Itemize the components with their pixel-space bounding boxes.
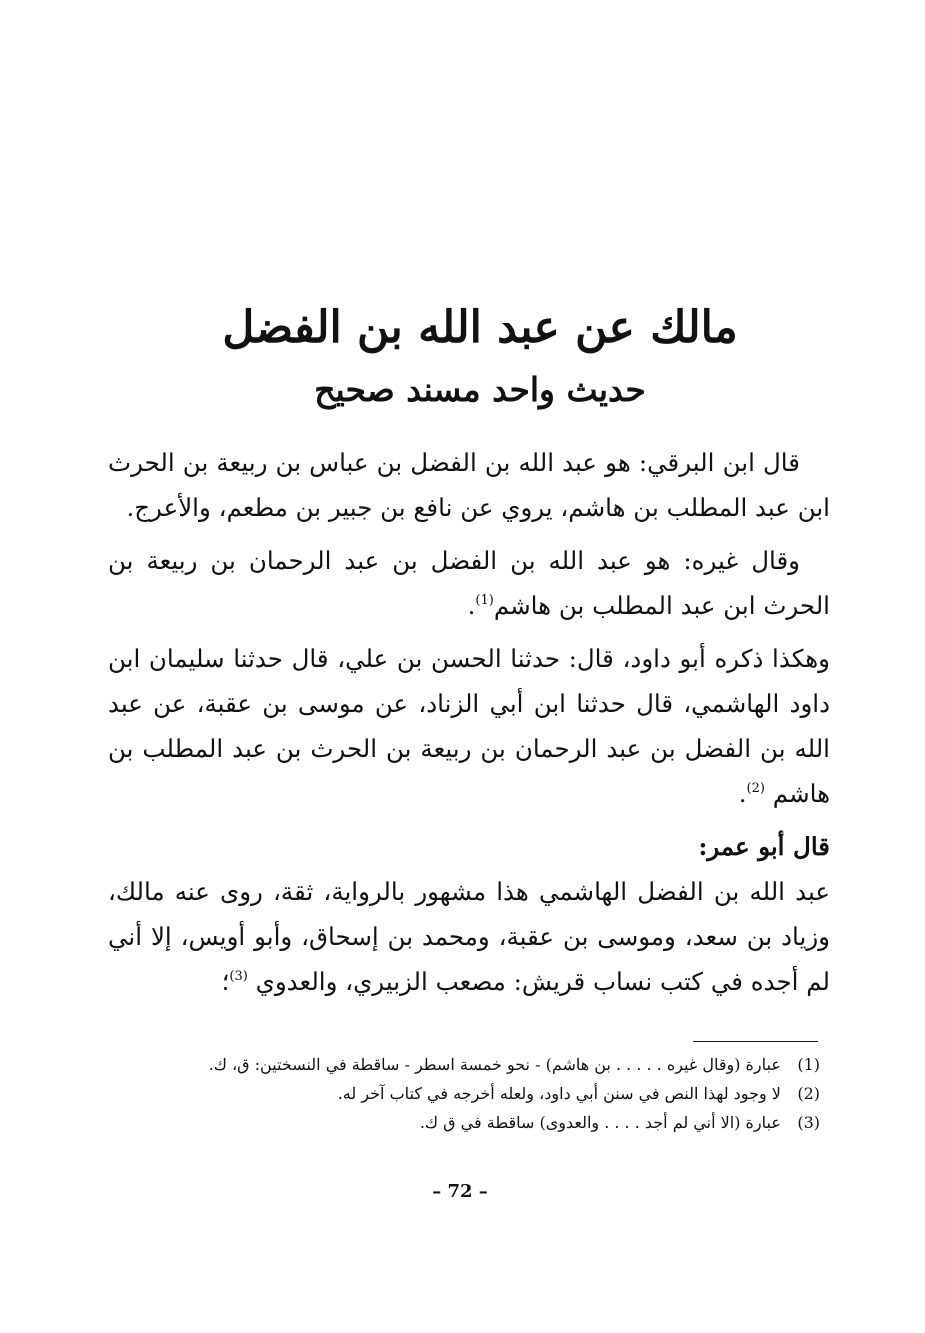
paragraph xyxy=(108,869,830,1004)
paragraph-text: قال ابن البرقي: هو عبد الله بن الفضل بن عباس بن ربيعة بن الحرث ابن عبد المطلب بن هاشم، يروي عن نافع بن جبير بن مطعم، والأعرج. xyxy=(108,448,830,522)
footnote-number: (2) xyxy=(797,1084,820,1103)
footnote-text: عبارة (الا أني لم أجد . . . . والعدوى) ساقطة في ق ك. xyxy=(419,1113,781,1132)
page-number: – 72 – xyxy=(432,1181,488,1202)
paragraph-text: وقال غيره: هو عبد الله بن الفضل بن عبد الرحمان بن ربيعة بن الحرث ابن عبد المطلب بن هاشم xyxy=(108,546,830,620)
paragraph-text: وهكذا ذكره أبو داود، قال: حدثنا الحسن بن علي، قال حدثنا سليمان ابن داود الهاشمي، قال حدثنا ابن أبي الزناد، عن موسى بن عقبة، عن عبد الله بن الفضل بن عبد الرحمان بن ربيعة بن الحرث بن عبد المطلب بن هاشم xyxy=(108,644,830,808)
footnote-item xyxy=(200,1108,820,1137)
footnote-item xyxy=(200,1079,820,1108)
chapter-title: مالك عن عبد الله بن الفضل xyxy=(222,302,738,353)
footnote-text: عبارة (وقال غيره . . . . . بن هاشم) - نحو خمسة اسطر - ساقطة في النسختين: ق، ك. xyxy=(208,1055,781,1074)
paragraph xyxy=(108,636,830,816)
footnote-marker: (1) xyxy=(475,593,494,608)
paragraph xyxy=(108,440,830,530)
footnote-text: لا وجود لهذا النص في سنن أبي داود، ولعله أخرجه في كتاب آخر له. xyxy=(337,1084,781,1103)
section-heading: قال أبو عمر: xyxy=(698,832,830,861)
footnotes xyxy=(200,1050,820,1137)
paragraph-end-mark: . xyxy=(738,779,747,808)
footnote-item xyxy=(200,1050,820,1079)
footnote-number: (1) xyxy=(797,1055,820,1074)
main-text xyxy=(108,440,830,1012)
paragraph-end-mark: . xyxy=(467,591,476,620)
footnote-marker: (3) xyxy=(229,969,248,984)
chapter-subtitle: حديث واحد مسند صحيح xyxy=(314,370,646,409)
footnote-marker: (2) xyxy=(746,781,765,796)
footnote-divider xyxy=(693,1041,818,1042)
paragraph-end-mark: ؛ xyxy=(221,967,230,996)
paragraph-text: عبد الله بن الفضل الهاشمي هذا مشهور بالرواية، ثقة، روى عنه مالك، وزياد بن سعد، وموسى بن عقبة، ومحمد بن إسحاق، وأبو أويس، إلا أني لم أجده في كتب نساب قريش: مصعب الزبيري، والعدوي xyxy=(108,877,830,996)
footnote-number: (3) xyxy=(797,1113,820,1132)
paragraph xyxy=(108,538,830,628)
